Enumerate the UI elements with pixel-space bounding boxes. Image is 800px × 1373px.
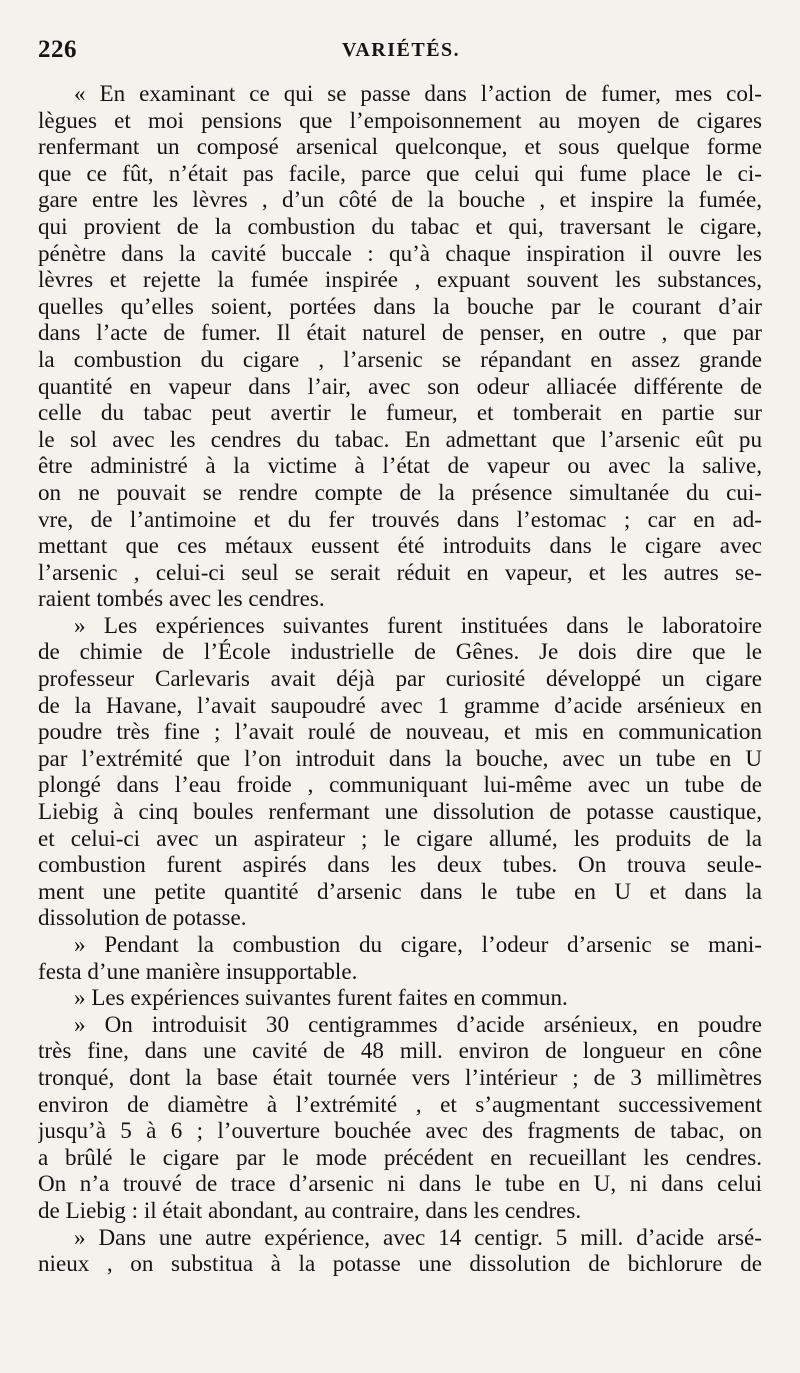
text-line: professeur Carlevaris avait déjà par curiosité développé un cigare [38,665,762,692]
text-line: quantité en vapeur dans l’air, avec son odeur alliacée différente de [38,372,762,399]
text-line: mettant que ces métaux eussent été introduits dans le cigare avec [38,532,762,559]
text-line: celle du tabac peut avertir le fumeur, et tomberait en partie sur [38,399,762,426]
page-body-text [38,80,762,1277]
text-line: gare entre les lèvres , d’un côté de la bouche , et inspire la fumée, [38,186,762,213]
text-line: nieux , on substitua à la potasse une dissolution de bichlorure de [38,1250,762,1277]
text-line: l’arsenic , celui-ci seul se serait réduit en vapeur, et les autres se- [38,558,762,585]
page-header [38,36,740,66]
text-line: » On introduisit 30 centigrammes d’acide arsénieux, en poudre [74,1010,762,1037]
text-line: poudre très fine ; l’avait roulé de nouveau, et mis en communication [38,718,762,745]
text-line: dans l’acte de fumer. Il était naturel de penser, en outre , que par [38,319,762,346]
text-line: combustion furent aspirés dans les deux tubes. On trouva seule- [38,851,762,878]
text-line: de chimie de l’École industrielle de Gênes. Je dois dire que le [38,638,762,665]
text-line: très fine, dans une cavité de 48 mill. environ de longueur en cône [38,1037,762,1064]
text-line: tronqué, dont la base était tournée vers l’intérieur ; de 3 millimètres [38,1063,762,1090]
text-line: de Liebig : il était abondant, au contraire, dans les cendres. [38,1196,582,1223]
text-line: qui provient de la combustion du tabac et qui, traversant le cigare, [38,212,762,239]
text-line: environ de diamètre à l’extrémité , et s’augmentant successivement [38,1090,762,1117]
text-line: lèvres et rejette la fumée inspirée , expuant souvent les substances, [38,266,762,293]
text-line: et celui-ci avec un aspirateur ; le cigare allumé, les produits de la [38,824,762,851]
text-line: dissolution de potasse. [38,904,247,931]
text-line: » Les expériences suivantes furent instituées dans le laboratoire [74,611,762,638]
text-line: On n’a trouvé de trace d’arsenic ni dans le tube en U, ni dans celui [38,1170,762,1197]
text-line: le sol avec les cendres du tabac. En admettant que l’arsenic eût pu [38,425,762,452]
text-line: lègues et moi pensions que l’empoisonnement au moyen de cigares [38,106,762,133]
text-line: plongé dans l’eau froide , communiquant lui-même avec un tube de [38,771,762,798]
text-line: quelles qu’elles soient, portées dans la bouche par le courant d’air [38,292,762,319]
text-line: être administré à la victime à l’état de vapeur ou avec la salive, [38,452,762,479]
running-head: VARIÉTÉS. [342,39,461,61]
text-line: de la Havane, l’avait saupoudré avec 1 gramme d’acide arsénieux en [38,691,762,718]
page-number: 226 [38,36,77,63]
text-line: renfermant un composé arsenical quelconque, et sous quelque forme [38,133,762,160]
text-line: raient tombés avec les cendres. [38,585,325,612]
text-line: » Les expériences suivantes furent faites en commun. [74,984,568,1011]
text-line: » Pendant la combustion du cigare, l’odeur d’arsenic se mani- [74,931,762,957]
text-line: vre, de l’antimoine et du fer trouvés dans l’estomac ; car en ad- [38,505,762,532]
text-line: que ce fût, n’était pas facile, parce que celui qui fume place le ci- [38,159,762,186]
text-line: « En examinant ce qui se passe dans l’action de fumer, mes col- [74,80,762,106]
text-line: jusqu’à 5 à 6 ; l’ouverture bouchée avec des fragments de tabac, on [38,1117,762,1144]
text-line: pénètre dans la cavité buccale : qu’à chaque inspiration il ouvre les [38,239,762,266]
text-line: a brûlé le cigare par le mode précédent en recueillant les cendres. [38,1143,762,1170]
text-line: on ne pouvait se rendre compte de la présence simultanée du cui- [38,478,762,505]
text-line: ment une petite quantité d’arsenic dans le tube en U et dans la [38,877,762,904]
text-line: par l’extrémité que l’on introduit dans la bouche, avec un tube en U [38,744,762,771]
text-line: » Dans une autre expérience, avec 14 centigr. 5 mill. d’acide arsé- [74,1223,762,1250]
text-line: festa d’une manière insupportable. [38,957,358,984]
text-line: la combustion du cigare , l’arsenic se répandant en assez grande [38,345,762,372]
text-line: Liebig à cinq boules renfermant une dissolution de potasse caustique, [38,798,762,825]
